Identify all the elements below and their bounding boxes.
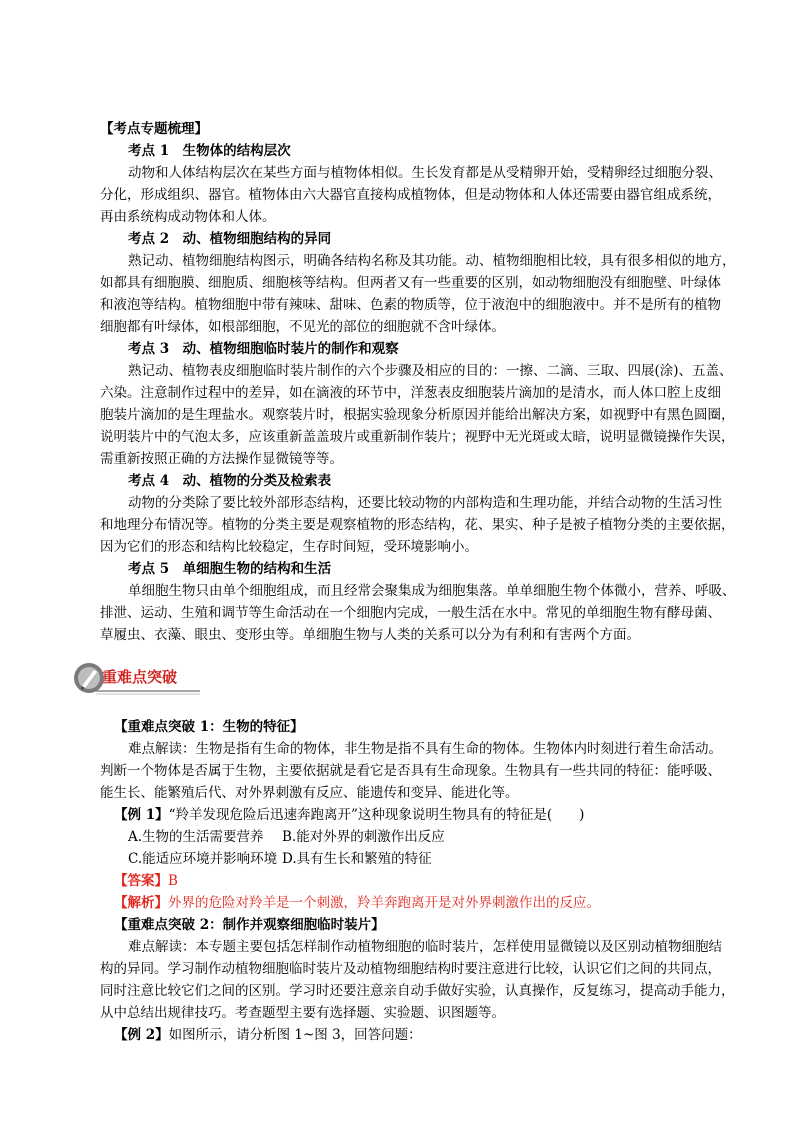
k4-paragraph-line: 和地理分布情况等。植物的分类主要是观察植物的形态结构，花、果实、种子是被子植物分类的主要依据， [100, 517, 735, 533]
option-b: B.能对外界的刺激作出反应 [282, 829, 445, 845]
b1-paragraph-line: 能生长、能繁殖后代、对外界刺激有反应、能遗传和变异、能进化等。 [100, 785, 519, 801]
answer-value: B [168, 873, 178, 889]
b2-title: 【重难点突破 2：制作并观察细胞临时装片】 [114, 917, 385, 933]
b2-paragraph-line: 构的异同。学习制作动植物细胞临时装片及动植物细胞结构时要注意进行比较，认识它们之间的共同点， [100, 961, 721, 977]
k2-paragraph-line: 如都具有细胞膜、细胞质、细胞核等结构。但两者又有一些重要的区别，如动物细胞没有细胞壁、叶绿体 [100, 275, 721, 291]
b2-paragraph-line: 难点解读：本专题主要包括怎样制作动植物细胞的临时装片，怎样使用显微镜以及区别动植物细胞结 [128, 939, 722, 955]
k2-paragraph-line: 细胞都有叶绿体，如根部细胞，不见光的部位的细胞就不含叶绿体。 [100, 319, 505, 335]
k3-paragraph-line: 胞装片滴加的是生理盐水。观察装片时，根据实验现象分析原因并能给出解决方案，如视野中有黑色圆圈， [100, 407, 735, 423]
k1-paragraph-line: 动物和人体结构层次在某些方面与植物体相似。生长发育都是从受精卵开始，受精卵经过细胞分裂、 [128, 165, 722, 181]
b1-paragraph-line: 难点解读：生物是指有生命的物体，非生物是指不具有生命的物体。生物体内时刻进行着生命活动。 [128, 741, 722, 757]
k4-paragraph-line: 动物的分类除了要比较外部形态结构，还要比较动物的内部构造和生理功能，并结合动物的生活习性 [128, 495, 722, 511]
analysis-label: 【解析】 [114, 895, 168, 911]
b2-paragraph-line: 从中总结出规律技巧。考查题型主要有选择题、实验题、识图题等。 [100, 1005, 505, 1021]
k2-paragraph-line: 熟记动、植物细胞结构图示，明确各结构名称及其功能。动、植物细胞相比较，具有很多相似的地方， [128, 253, 736, 269]
example-1-label: 【例 1】 [114, 807, 169, 823]
k3-paragraph-line: 六染。注意制作过程中的差异，如在滴液的环节中，洋葱表皮细胞装片滴加的是清水，而人体口腔上皮细 [100, 385, 721, 401]
k5-title: 考点 5 单细胞生物的结构和生活 [128, 561, 332, 577]
example-2-text: 如图所示，请分析图 1~图 3，回答问题： [168, 1027, 422, 1043]
b1-paragraph-line: 判断一个物体是否属于生物，主要依据就是看它是否具有生命现象。生物具有一些共同的特征：能呼吸、 [100, 763, 721, 779]
k2-paragraph-line: 和液泡等结构。植物细胞中带有辣味、甜味、色素的物质等，位于液泡中的细胞液中。并不是所有的植物 [100, 297, 721, 313]
k3-title: 考点 3 动、植物细胞临时装片的制作和观察 [128, 341, 399, 357]
section-heading: 【考点专题梳理】 [100, 121, 208, 137]
k1-paragraph-line: 再由系统构成动物体和人体。 [100, 209, 276, 225]
k4-title: 考点 4 动、植物的分类及检索表 [128, 473, 332, 489]
k1-paragraph-line: 分化，形成组织、器官。植物体由六大器官直接构成植物体，但是动物体和人体还需要由器官组成系统， [100, 187, 721, 203]
k4-paragraph-line: 因为它们的形态和结构比较稳定，生存时间短，受环境影响小。 [100, 539, 478, 555]
analysis-line [114, 892, 714, 914]
banner-title: 重难点突破 [102, 668, 178, 686]
analysis-text: 外界的危险对羚羊是一个刺激，羚羊奔跑离开是对外界刺激作出的反应。 [168, 895, 600, 911]
k5-paragraph-line: 草履虫、衣藻、眼虫、变形虫等。单细胞生物与人类的关系可以分为有利和有害两个方面。 [100, 627, 640, 643]
example-1-text: “羚羊发现危险后迅速奔跑离开”这种现象说明生物具有的特征是( ) [168, 807, 585, 823]
b1-title: 【重难点突破 1：生物的特征】 [114, 719, 304, 735]
example-2-question [114, 1024, 714, 1046]
option-a: A.生物的生活需要营养 [128, 829, 264, 845]
pen-circle-icon [74, 663, 104, 693]
option-c: C.能适应环境并影响环境 [128, 851, 278, 867]
k5-paragraph-line: 排泄、运动、生殖和调节等生命活动在一个细胞内完成，一般生活在水中。常见的单细胞生物有酵母菌、 [100, 605, 721, 621]
b2-paragraph-line: 同时注意比较它们之间的区别。学习时还要注意亲自动手做好实验，认真操作，反复练习，提高动手能力， [100, 983, 735, 999]
k5-paragraph-line: 单细胞生物只由单个细胞组成，而且经常会聚集成为细胞集落。单单细胞生物个体微小，营养、呼吸、 [128, 583, 736, 599]
example-2-label: 【例 2】 [114, 1027, 169, 1043]
k3-paragraph-line: 需重新按照正确的方法操作显微镜等等。 [100, 451, 343, 467]
k2-title: 考点 2 动、植物细胞结构的异同 [128, 231, 332, 247]
example-1-question [114, 804, 714, 826]
answer-label: 【答案】 [114, 873, 168, 889]
k3-paragraph-line: 熟记动、植物表皮细胞临时装片制作的六个步骤及相应的目的：一擦、二滴、三取、四展(涂)、五盖、 [128, 363, 733, 379]
answer-line [114, 870, 714, 892]
k1-title: 考点 1 生物体的结构层次 [128, 143, 291, 159]
k3-paragraph-line: 说明装片中的气泡太多，应该重新盖盖玻片或重新制作装片；视野中无光斑或太暗，说明显微镜操作失误， [100, 429, 735, 445]
option-d: D.具有生长和繁殖的特征 [282, 851, 432, 867]
